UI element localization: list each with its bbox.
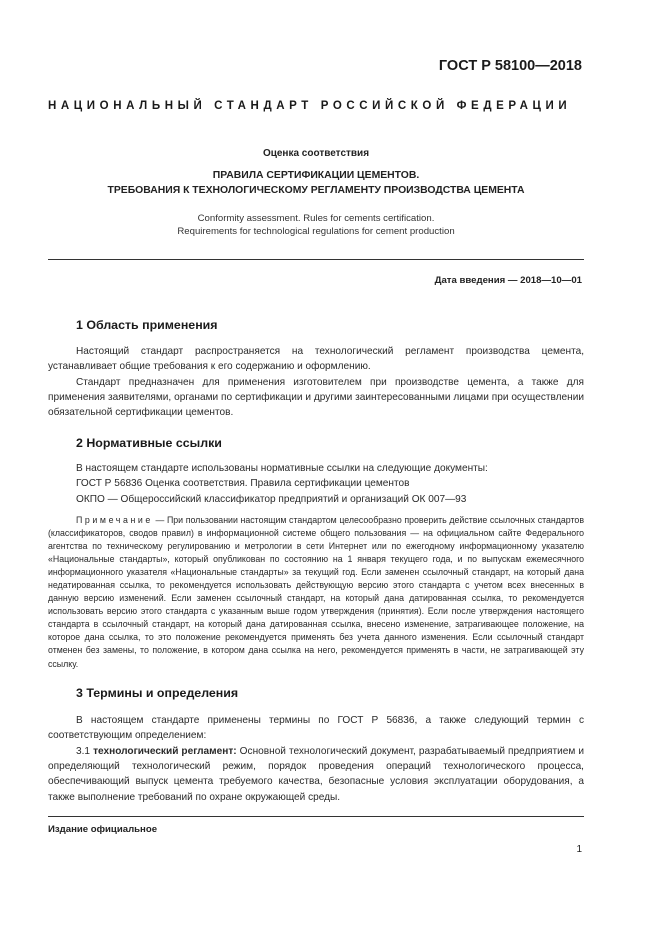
- reference-item: ГОСТ Р 56836 Оценка соответствия. Правила сертификации цементов: [76, 478, 410, 489]
- definition-text: Основной технологический документ, разрабатываемый предприятием и определяющий технологический режим, порядок проведения операций технологического процесса, обеспечивающий выпуск цемента требуемого качества, безопасные условия эксплуатации оборудования, а также выполнение требований по охране окружающей среды.: [48, 746, 584, 803]
- divider: [48, 259, 584, 260]
- term: технологический регламент:: [93, 746, 237, 757]
- reference-item: ОКПО — Общероссийский классификатор предприятий и организаций ОК 007—93: [76, 494, 467, 505]
- term-number: 3.1: [76, 746, 91, 757]
- edition-note: Издание официальное: [48, 824, 158, 835]
- section-heading: 1 Область применения: [76, 318, 218, 332]
- note: [48, 514, 584, 671]
- note-text: — При пользовании настоящим стандартом целесообразно проверить действие ссылочных стандартов (классификаторов, сводов правил) в информационной системе общего пользования — на официальном сайте Федерального агентства по техническому регулированию и метрологии в сети Интернет или по ежегодному информационному указателю «Национальные стандарты», который опубликован по состоянию на 1 января текущего года, и по выпускам ежемесячного информационного указателя «Национальные стандарты» за текущий год. Если заменен ссылочный стандарт, на который дана недатированная ссылка, то рекомендуется использовать действующую версию этого стандарта с учетом всех внесенных в данную версию изменений. Если заменен ссылочный стандарт, на который дана датированная ссылка, то рекомендуется использовать версию этого стандарта с указанным выше годом утверждения (принятия). Если после утверждения настоящего стандарта в ссылочный стандарт, на который дана датированная ссылка, внесено изменение, затрагивающее положение, на которое дана ссылка, то это положение рекомендуется применять без учета данного изменения. Если ссылочный стандарт отменен без замены, то положение, в котором дана ссылка на него, рекомендуется применять в части, не затрагивающей эту ссылку.: [48, 515, 584, 669]
- title-line: ТРЕБОВАНИЯ К ТЕХНОЛОГИЧЕСКОМУ РЕГЛАМЕНТУ ПРОИЗВОДСТВА ЦЕМЕНТА: [107, 185, 525, 196]
- paragraph: В настоящем стандарте использованы нормативные ссылки на следующие документы:: [76, 463, 488, 474]
- section-heading: 2 Нормативные ссылки: [76, 436, 222, 450]
- english-title-line: Conformity assessment. Rules for cements certification.: [197, 213, 435, 224]
- document-subtitle: Оценка соответствия: [262, 148, 370, 159]
- document-title: [48, 168, 584, 198]
- paragraph-text: В настоящем стандарте применены термины по ГОСТ Р 56836, а также следующий термин с соответствующим определением:: [48, 715, 584, 742]
- document-number: ГОСТ Р 58100—2018: [438, 58, 582, 74]
- paragraph-text: Настоящий стандарт распространяется на технологический регламент производства цемента, устанавливает общие требования к его содержанию и оформлению.: [48, 346, 584, 373]
- section-heading: 3 Термины и определения: [76, 686, 239, 700]
- english-title-line: Requirements for technological regulations for cement production: [177, 226, 455, 237]
- note-label: Примечание: [76, 515, 153, 525]
- title-line: ПРАВИЛА СЕРТИФИКАЦИИ ЦЕМЕНТОВ.: [212, 170, 420, 181]
- page-number: 1: [576, 844, 582, 855]
- term-definition: [48, 744, 584, 805]
- paragraph: [48, 713, 584, 743]
- paragraph-text: Стандарт предназначен для применения изготовителем при производстве цемента, а также для применения заявителями, органами по сертификации и другими заинтересованными лицами при осуществлении обязательной сертификации цементов.: [48, 377, 584, 419]
- paragraph: [48, 375, 584, 421]
- divider: [48, 816, 584, 817]
- paragraph: [48, 344, 584, 374]
- national-standard-heading: НАЦИОНАЛЬНЫЙ СТАНДАРТ РОССИЙСКОЙ ФЕДЕРАЦИИ: [48, 100, 572, 112]
- introduction-date: Дата введения — 2018—10—01: [434, 275, 582, 286]
- english-title: [48, 212, 584, 238]
